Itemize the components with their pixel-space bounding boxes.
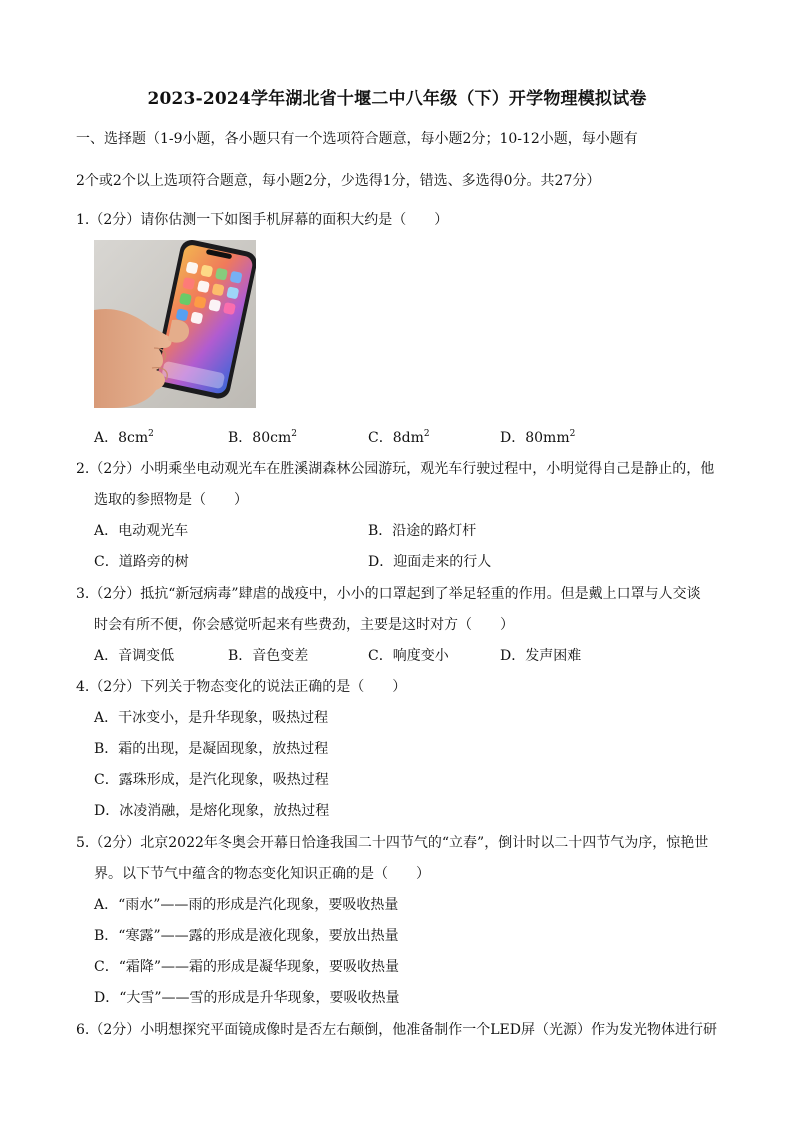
section-heading-line-2: 2个或2个以上选项符合题意，每小题2分，少选得1分，错选、多选得0分。共27分） — [76, 173, 601, 189]
question-3-text-line-1: 3.（2分）抵抗“新冠病毒”肆虐的战疫中，小小的口罩起到了举足轻重的作用。但是戴上口罩与人交谈 — [76, 586, 701, 602]
q4-option-c: C．露珠形成，是汽化现象，吸热过程 — [94, 772, 329, 788]
q1-option-a: A．$8cm^2$ — [94, 429, 154, 446]
question-1-text: 1.（2分）请你估测一下如图手机屏幕的面积大约是（ ） — [76, 212, 449, 228]
question-2-text-line-2: 选取的参照物是（ ） — [94, 492, 248, 508]
q2-option-b: B．沿途的路灯杆 — [368, 523, 477, 539]
q2-option-c: C．道路旁的树 — [94, 554, 189, 570]
question-6-text-line-1: 6.（2分）小明想探究平面镜成像时是否左右颠倒，他准备制作一个LED屏（光源）作为发光物体进行研 — [76, 1022, 718, 1038]
q5-option-c: C．“霜降”——霜的形成是凝华现象，要吸收热量 — [94, 959, 400, 975]
phone-photo — [94, 240, 256, 408]
q1-option-c: C．$8dm^2$ — [368, 429, 430, 446]
question-5-text-line-2: 界。以下节气中蕴含的物态变化知识正确的是（ ） — [94, 866, 430, 882]
q1-option-b: B．$80cm^2$ — [228, 429, 297, 446]
q3-option-b: B．音色变差 — [228, 648, 309, 664]
q3-option-d: D．发声困难 — [500, 648, 582, 664]
question-2-text-line-1: 2.（2分）小明乘坐电动观光车在胜溪湖森林公园游玩，观光车行驶过程中，小明觉得自己是静止的，他 — [76, 461, 715, 477]
q4-option-a: A．干冰变小，是升华现象，吸热过程 — [94, 710, 329, 726]
q5-option-a: A．“雨水”——雨的形成是汽化现象，要吸收热量 — [94, 897, 399, 913]
question-4-text: 4.（2分）下列关于物态变化的说法正确的是（ ） — [76, 679, 407, 695]
q5-option-d: D．“大雪”——雪的形成是升华现象，要吸收热量 — [94, 990, 400, 1006]
q2-option-d: D．迎面走来的行人 — [368, 554, 492, 570]
q3-option-a: A．音调变低 — [94, 648, 175, 664]
section-heading-line-1: 一、选择题（1-9小题，各小题只有一个选项符合题意，每小题2分；10-12小题，每小题有 — [76, 131, 638, 147]
q1-option-d: D．$80mm^2$ — [500, 429, 576, 446]
q4-option-d: D．冰凌消融，是熔化现象，放热过程 — [94, 803, 330, 819]
q2-option-a: A．电动观光车 — [94, 523, 189, 539]
q3-option-c: C．响度变小 — [368, 648, 449, 664]
question-3-text-line-2: 时会有所不便，你会感觉听起来有些费劲，主要是这时对方（ ） — [94, 617, 514, 633]
q4-option-b: B．霜的出现，是凝固现象，放热过程 — [94, 741, 329, 757]
phone-in-hand-illustration — [94, 240, 256, 408]
page-title: 2023-2024学年湖北省十堰二中八年级（下）开学物理模拟试卷 — [147, 89, 647, 109]
q5-option-b: B．“寒露”——露的形成是液化现象，要放出热量 — [94, 928, 399, 944]
question-5-text-line-1: 5.（2分）北京2022年冬奥会开幕日恰逢我国二十四节气的“立春”，倒计时以二十四节气为序，惊艳世 — [76, 835, 709, 851]
